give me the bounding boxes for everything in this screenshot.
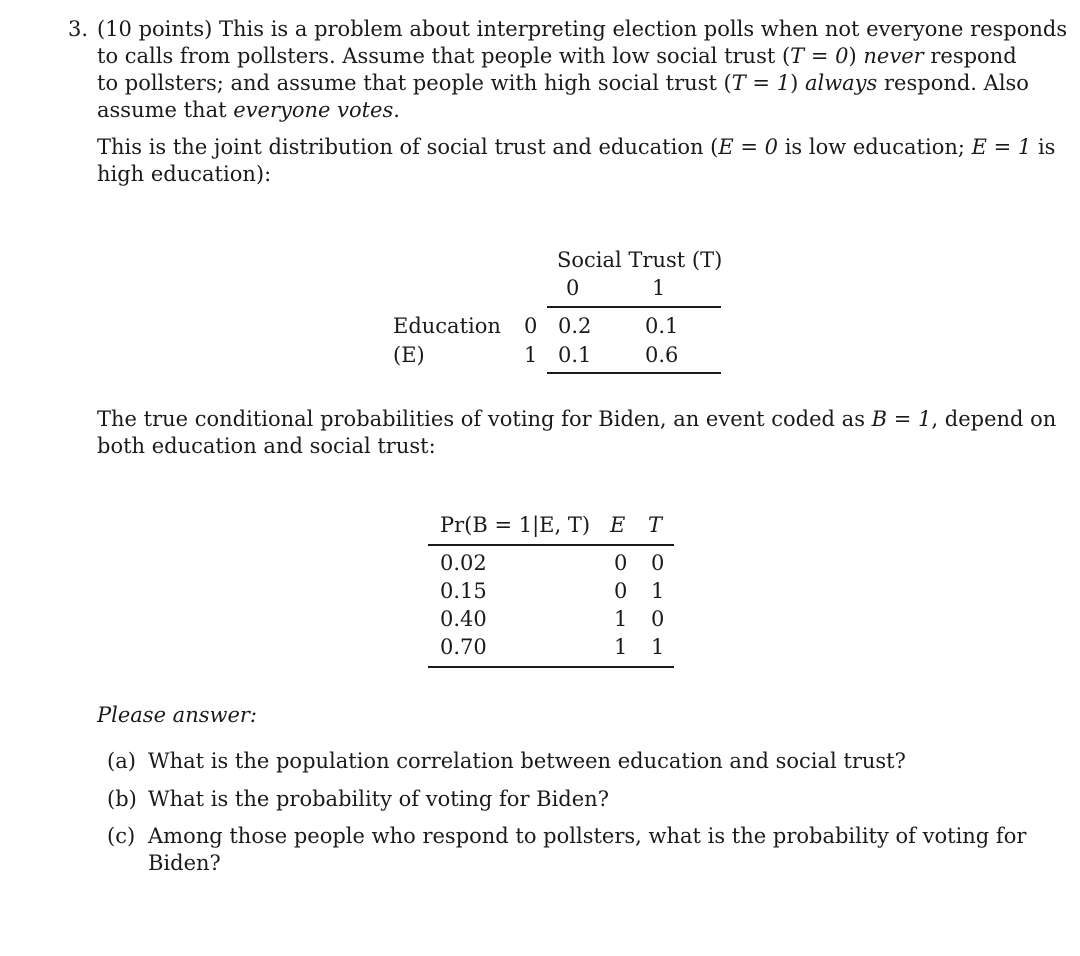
cell-e1-t0: 0.1 bbox=[558, 343, 592, 367]
row-prob: 0.40 bbox=[440, 607, 487, 631]
question-c-label: (c) bbox=[107, 824, 136, 848]
row-t: 0 bbox=[651, 607, 665, 631]
row-e: 0 bbox=[614, 551, 628, 575]
text: The true conditional probabilities of voting for Biden, an event coded as bbox=[97, 407, 872, 431]
text: respond bbox=[923, 44, 1017, 68]
header-t: T bbox=[648, 513, 663, 537]
row-prob: 0.15 bbox=[440, 579, 487, 603]
table-rule-bottom bbox=[547, 372, 721, 374]
text: respond. Also bbox=[877, 71, 1029, 95]
row-e: 1 bbox=[614, 635, 628, 659]
header-prob: Pr(B = 1|E, T) bbox=[440, 513, 591, 537]
joint-intro-line-1 bbox=[97, 134, 1055, 161]
row-prob: 0.02 bbox=[440, 551, 487, 575]
header-e: E bbox=[610, 513, 626, 537]
text: to pollsters; and assume that people with high social trust ( bbox=[97, 71, 732, 95]
row-value-1: 1 bbox=[524, 343, 538, 367]
text: ) bbox=[790, 71, 805, 95]
please-answer-label: Please answer: bbox=[97, 703, 258, 727]
cond-intro-line-2: both education and social trust: bbox=[97, 434, 436, 458]
cell-e1-t1: 0.6 bbox=[645, 343, 679, 367]
emphasis: everyone votes bbox=[233, 98, 394, 122]
math-expression: E = 0 bbox=[718, 135, 779, 159]
row-t: 0 bbox=[651, 551, 665, 575]
row-prob: 0.70 bbox=[440, 635, 487, 659]
text: ) bbox=[848, 44, 864, 68]
emphasis: never bbox=[863, 44, 924, 68]
intro-line-1: (10 points) This is a problem about interpreting election polls when not everyone responds bbox=[97, 17, 1068, 41]
row-e: 1 bbox=[614, 607, 628, 631]
joint-intro-line-2: high education): bbox=[97, 162, 272, 186]
text: . bbox=[393, 98, 400, 122]
table-rule-top bbox=[547, 306, 721, 308]
math-expression: T = 1 bbox=[731, 71, 791, 95]
col-value-0: 0 bbox=[566, 276, 580, 300]
cell-e0-t1: 0.1 bbox=[645, 314, 679, 338]
intro-line-2 bbox=[97, 43, 1017, 70]
math-expression: T = 0 bbox=[790, 44, 849, 68]
intro-line-3 bbox=[97, 70, 1029, 97]
intro-line-4 bbox=[97, 97, 400, 124]
question-a-text: What is the population correlation between education and social trust? bbox=[148, 749, 906, 773]
row-value-0: 0 bbox=[524, 314, 538, 338]
row-header-education: Education bbox=[393, 314, 501, 338]
question-a-label: (a) bbox=[107, 749, 136, 773]
question-b-text: What is the probability of voting for Biden? bbox=[148, 787, 609, 811]
text: , depend on bbox=[931, 407, 1057, 431]
row-t: 1 bbox=[651, 635, 665, 659]
math-expression: E = 1 bbox=[971, 135, 1032, 159]
math-expression: B = 1 bbox=[871, 407, 932, 431]
row-e: 0 bbox=[614, 579, 628, 603]
col-value-1: 1 bbox=[652, 276, 666, 300]
table-rule-top bbox=[428, 544, 674, 546]
row-header-e: (E) bbox=[393, 343, 425, 367]
emphasis: always bbox=[804, 71, 878, 95]
col-header-social-trust: Social Trust (T) bbox=[557, 248, 723, 272]
cond-intro-line-1 bbox=[97, 406, 1056, 433]
row-t: 1 bbox=[651, 579, 665, 603]
text: This is the joint distribution of social trust and education ( bbox=[97, 135, 719, 159]
question-c-text-line-2: Biden? bbox=[148, 851, 221, 875]
cell-e0-t0: 0.2 bbox=[558, 314, 592, 338]
table-rule-bottom bbox=[428, 666, 674, 668]
text: is low education; bbox=[778, 135, 972, 159]
problem-number: 3. bbox=[68, 17, 89, 41]
text: is bbox=[1031, 135, 1056, 159]
question-b-label: (b) bbox=[107, 787, 137, 811]
question-c-text-line-1: Among those people who respond to pollsters, what is the probability of voting for bbox=[148, 824, 1027, 848]
text: assume that bbox=[97, 98, 234, 122]
text: to calls from pollsters. Assume that people with low social trust ( bbox=[97, 44, 791, 68]
